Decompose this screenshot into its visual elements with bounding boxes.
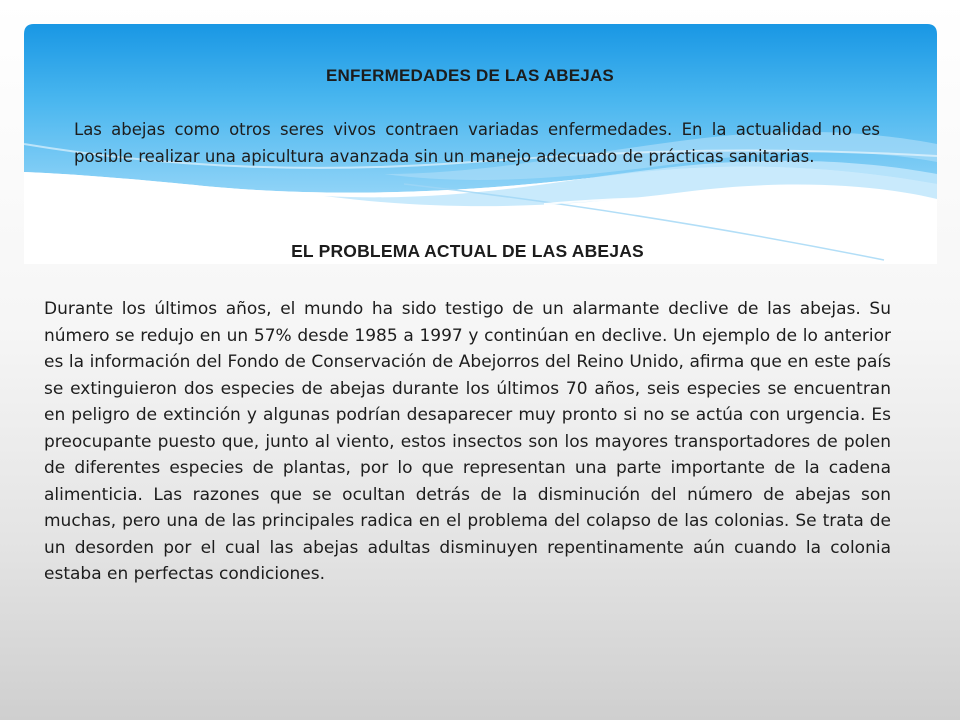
intro-paragraph: Las abejas como otros seres vivos contraen variadas enfermedades. En la actualidad no es posible realizar una apicultura avanzada sin un manejo adecuado de prácticas sanitarias. — [74, 120, 880, 166]
body-paragraph: Durante los últimos años, el mundo ha sido testigo de un alarmante declive de las abejas. Su número se redujo en un 57% desde 1985 a 1997 y continúan en declive. Un ejemplo de lo anterior es la información del Fondo de Conservación de Abejorros del Reino Unido, afirma que en este país se extinguieron dos especies de abejas durante los últimos 70 años, seis especies se encuentran en peligro de extinción y algunas podrían desaparecer muy pronto si no se actúa con urgencia. Es preocupante puesto que, junto al viento, estos insectos son los mayores transportadores de polen de diferentes especies de plantas, por lo que representan una parte importante de la cadena alimenticia. Las razones que se ocultan detrás de la disminución del número de abejas son muchas, pero una de las principales radica en el problema del colapso de las colonias. Se trata de un desorden por el cual las abejas adultas disminuyen repentinamente aún cuando la colonia estaba en perfectas condiciones. — [44, 299, 891, 584]
slide-title: ENFERMEDADES DE LAS ABEJAS — [326, 66, 614, 85]
section-subtitle: EL PROBLEMA ACTUAL DE LAS ABEJAS — [291, 241, 644, 261]
